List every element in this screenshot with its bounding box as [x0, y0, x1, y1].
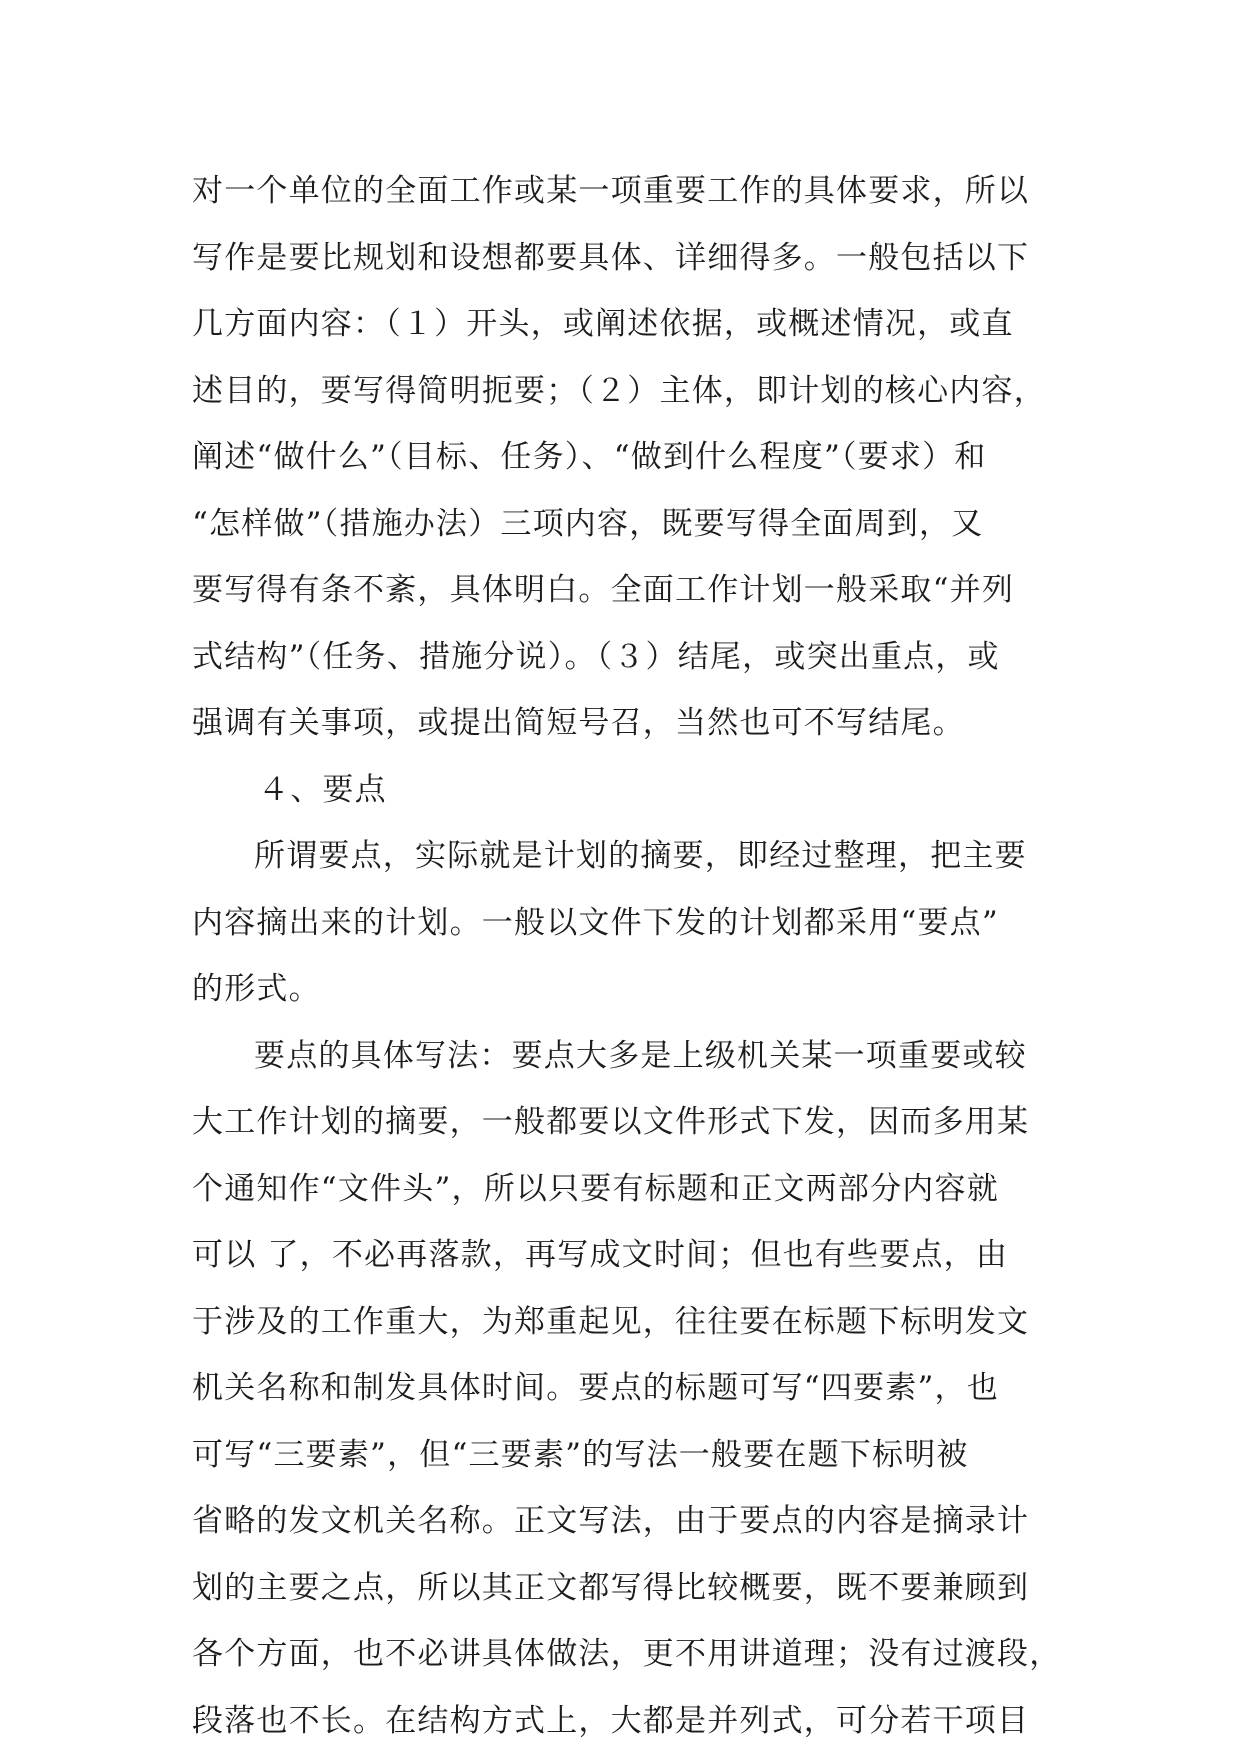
- text-line: 划的主要之点，所以其正文都写得比较概要，既不要兼顾到: [192, 1569, 1030, 1606]
- text-line: “怎样做”（措施办法）三项内容，既要写得全面周到，又: [192, 505, 984, 542]
- text-line: 个通知作“文件头”，所以只要有标题和正文两部分内容就: [192, 1170, 999, 1207]
- text-line: 可写“三要素”，但“三要素”的写法一般要在题下标明被: [192, 1436, 969, 1473]
- text-line: 机关名称和制发具体时间。要点的标题可写“四要素”，也: [192, 1370, 999, 1406]
- text-line: 强调有关事项，或提出简短号召，当然也可不写结尾。: [192, 705, 965, 741]
- text-line: 各个方面，也不必讲具体做法，更不用讲道理；没有过渡段，: [192, 1636, 1062, 1672]
- section-heading: ４、要点: [258, 771, 387, 808]
- text-line: 对一个单位的全面工作或某一项重要工作的具体要求，所以: [192, 173, 1030, 209]
- text-line: 省略的发文机关名称。正文写法，由于要点的内容是摘录计: [192, 1503, 1030, 1539]
- text-line: 可以 了，不必再落款，再写成文时间；但也有些要点，由: [192, 1237, 1009, 1273]
- text-line: 段落也不长。在结构方式上，大都是并列式，可分若干项目: [192, 1702, 1030, 1739]
- text-line: 大工作计划的摘要，一般都要以文件形式下发，因而多用某: [192, 1104, 1030, 1140]
- paragraph-first-line: 所谓要点，实际就是计划的摘要，即经过整理，把主要: [254, 838, 1027, 874]
- text-line: 的形式。: [192, 971, 321, 1007]
- paragraph-first-line: 要点的具体写法：要点大多是上级机关某一项重要或较: [254, 1037, 1027, 1074]
- text-line: 要写得有条不紊，具体明白。全面工作计划一般采取“并列: [192, 572, 1015, 608]
- text-line: 述目的，要写得简明扼要；（２）主体，即计划的核心内容，: [192, 372, 1046, 409]
- text-line: 几方面内容：（１）开头，或阐述依据，或概述情况，或直: [192, 306, 1014, 342]
- text-line: 写作是要比规划和设想都要具体、详细得多。一般包括以下: [192, 239, 1030, 276]
- text-line: 阐述“做什么”（目标、任务）、“做到什么程度”（要求）和: [192, 439, 987, 475]
- document-body: [192, 158, 1072, 1754]
- text-line: 式结构”（任务、措施分说）。（３）结尾，或突出重点，或: [192, 638, 1000, 675]
- text-line: 于涉及的工作重大，为郑重起见，往往要在标题下标明发文: [192, 1303, 1030, 1340]
- text-line: 内容摘出来的计划。一般以文件下发的计划都采用“要点”: [192, 904, 999, 941]
